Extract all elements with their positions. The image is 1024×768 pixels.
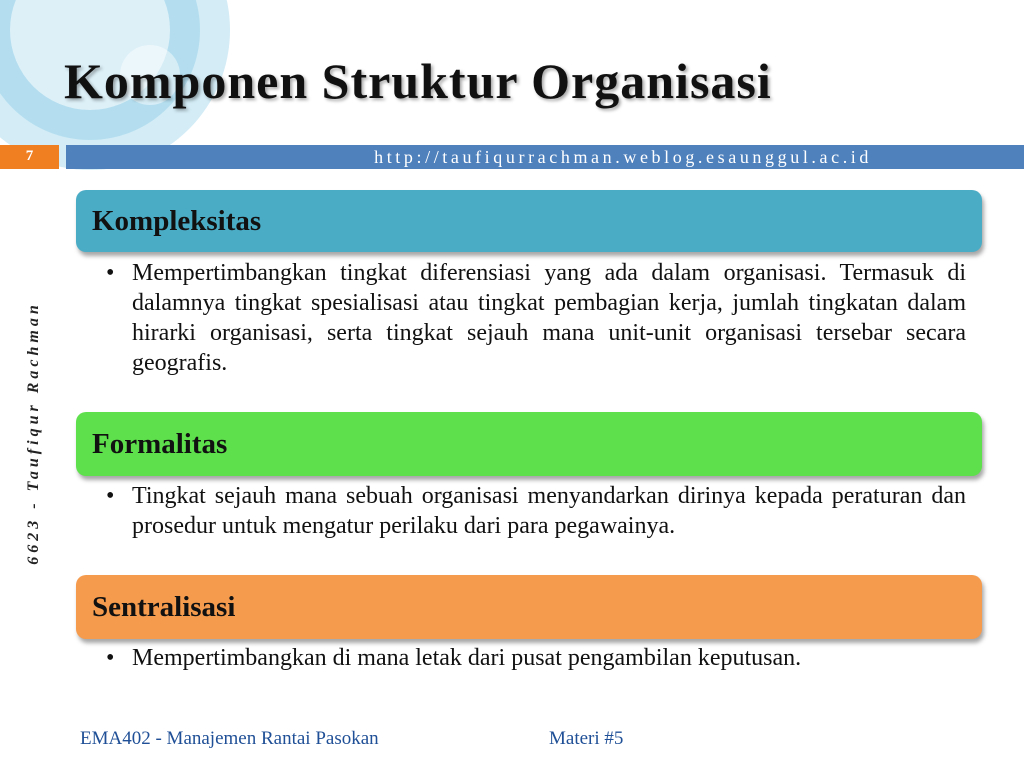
bullet-kompleksitas: • Mempertimbangkan tingkat diferensiasi yang ada dalam organisasi. Termasuk di dalamnya tingkat spesialisasi atau tingkat pembagian kerja, jumlah tingkatan dalam hirarki organisasi, serta tingkat sejauh mana unit-unit organisasi tersebar secara geografis.: [106, 258, 966, 378]
bullet-sentralisasi: • Mempertimbangkan di mana letak dari pusat pengambilan keputusan.: [106, 643, 966, 673]
slide-title: Komponen Struktur Organisasi: [64, 53, 772, 109]
section-heading-formalitas: Formalitas: [76, 412, 982, 476]
url-bar[interactable]: http://taufiqurrachman.weblog.esaunggul.ac.id: [66, 145, 1024, 169]
section-heading-sentralisasi: Sentralisasi: [76, 575, 982, 639]
bullet-formalitas: • Tingkat sejauh mana sebuah organisasi menyandarkan dirinya kepada peraturan dan prosedur untuk mengatur perilaku dari para pegawainya.: [106, 481, 966, 541]
side-author-text: [22, 278, 46, 588]
footer-materi: Materi #5: [549, 728, 624, 749]
footer-course: EMA402 - Manajemen Rantai Pasokan: [80, 728, 379, 749]
slide-number: 7: [0, 145, 59, 169]
section-heading-kompleksitas: Kompleksitas: [76, 190, 982, 252]
side-author-label: 6623 - Taufiqur Rachman: [25, 301, 42, 565]
